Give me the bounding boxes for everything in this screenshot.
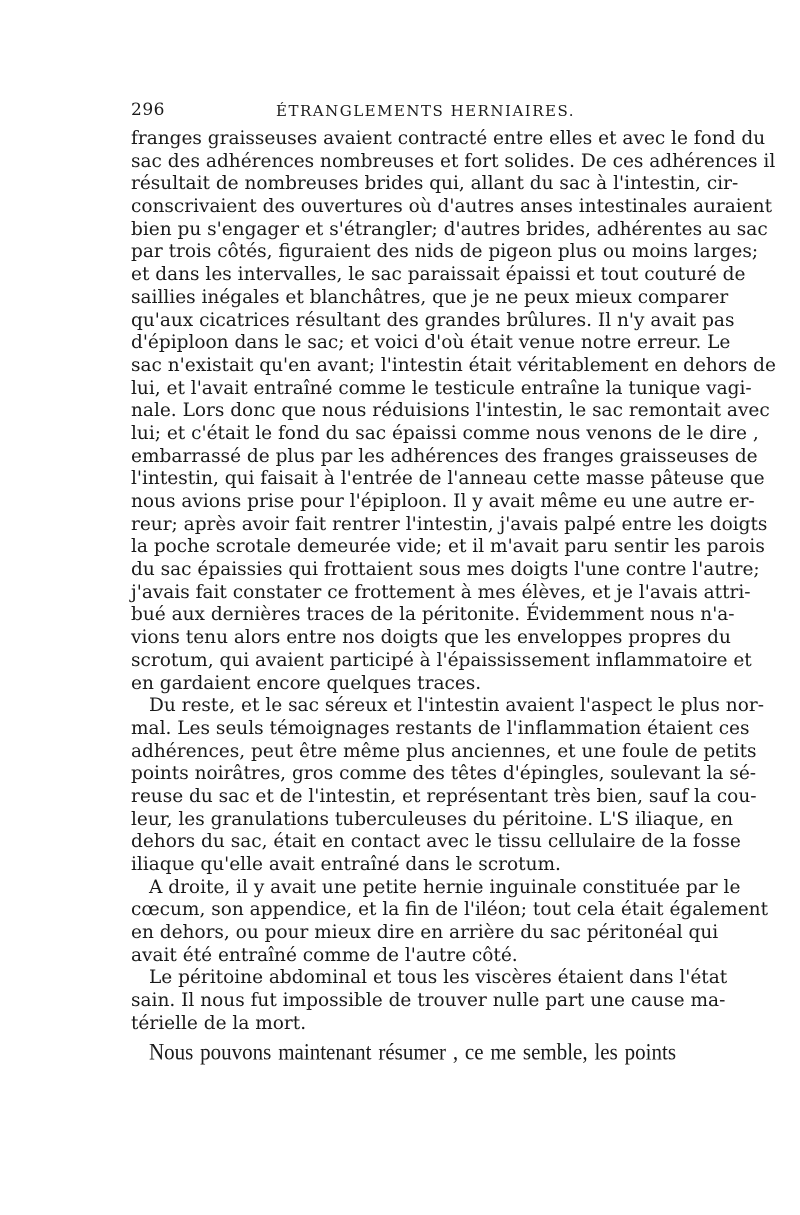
text-line: franges graisseuses avaient contracté entre elles et avec le fond du [131, 128, 766, 149]
text-line: du sac épaissies qui frottaient sous mes doigts l'une contre l'autre; [131, 559, 760, 581]
text-line: reuse du sac et de l'intestin, et représentant très bien, sauf la cou- [131, 785, 757, 807]
text-line: térielle de la mort. [131, 1012, 307, 1034]
text-line: sain. Il nous fut impossible de trouver nulle part une cause ma- [131, 990, 726, 1012]
text-line: en gardaient encore quelques traces. [131, 672, 482, 694]
text-line: points noirâtres, gros comme des têtes d'épingles, soulevant la sé- [131, 763, 757, 785]
text-line: leur, les granulations tuberculeuses du péritoine. L'S iliaque, en [131, 808, 734, 830]
running-header [131, 100, 676, 126]
text-line: bien pu s'engager et s'étrangler; d'autres brides, adhérentes au sac [131, 218, 768, 240]
text-line: Le péritoine abdominal et tous les viscères étaient dans l'état [149, 967, 728, 989]
text-line: qu'aux cicatrices résultant des grandes brûlures. Il n'y avait pas [131, 309, 735, 331]
text-line: sac n'existait qu'en avant; l'intestin était véritablement en dehors de [131, 354, 776, 376]
text-line: reur; après avoir fait rentrer l'intestin, j'avais palpé entre les doigts [131, 513, 768, 535]
text-line: Du reste, et le sac séreux et l'intestin avaient l'aspect le plus nor- [149, 695, 764, 717]
text-line: adhérences, peut être même plus anciennes, et une foule de petits [131, 740, 757, 762]
text-line: A droite, il y avait une petite hernie inguinale constituée par le [149, 876, 741, 898]
text-line: et dans les intervalles, le sac paraissait épaissi et tout couturé de [131, 264, 746, 286]
body-text [131, 128, 776, 1065]
text-line: résultait de nombreuses brides qui, allant du sac à l'intestin, cir- [131, 173, 739, 195]
text-line: lui, et l'avait entraîné comme le testicule entraîne la tunique vagi- [131, 377, 752, 399]
text-line: nous avions prise pour l'épiploon. Il y avait même eu une autre er- [131, 491, 755, 512]
text-line-large: Nous pouvons maintenant résumer , ce me semble, les points [149, 1037, 676, 1065]
text-line: la poche scrotale demeurée vide; et il m'avait paru sentir les parois [131, 536, 765, 558]
text-line: iliaque qu'elle avait entraîné dans le scrotum. [131, 854, 561, 875]
text-line: dehors du sac, était en contact avec le tissu cellulaire de la fosse [131, 831, 741, 853]
running-title: ÉTRANGLEMENTS HERNIAIRES. [276, 102, 575, 120]
text-line: conscrivaient des ouvertures où d'autres anses intestinales auraient [131, 196, 773, 218]
text-line: embarrassé de plus par les adhérences des franges graisseuses de [131, 445, 758, 467]
text-line: avait été entraîné comme de l'autre côté. [131, 944, 518, 966]
text-line: scrotum, qui avaient participé à l'épaississement inflammatoire et [131, 649, 752, 671]
text-line: mal. Les seuls témoignages restants de l'inflammation étaient ces [131, 717, 750, 739]
text-line: vions tenu alors entre nos doigts que les enveloppes propres du [131, 627, 731, 649]
text-line: bué aux dernières traces de la péritonite. Évidemment nous n'a- [131, 604, 735, 626]
text-line: nale. Lors donc que nous réduisions l'intestin, le sac remontait avec [131, 400, 770, 422]
text-line: sac des adhérences nombreuses et fort solides. De ces adhérences il [131, 150, 776, 172]
text-line: j'avais fait constater ce frottement à mes élèves, et je l'avais attri- [131, 581, 751, 603]
text-line: en dehors, ou pour mieux dire en arrière du sac péritonéal qui [131, 922, 719, 944]
text-line: saillies inégales et blanchâtres, que je ne peux mieux comparer [131, 286, 729, 308]
text-line: lui; et c'était le fond du sac épaissi comme nous venons de le dire , [131, 422, 759, 444]
page-number: 296 [131, 100, 165, 120]
text-line: d'épiploon dans le sac; et voici d'où était venue notre erreur. Le [131, 332, 731, 354]
text-line: l'intestin, qui faisait à l'entrée de l'anneau cette masse pâteuse que [131, 468, 765, 490]
text-line: par trois côtés, figuraient des nids de pigeon plus ou moins larges; [131, 241, 759, 263]
text-line: cœcum, son appendice, et la fin de l'iléon; tout cela était également [131, 899, 769, 921]
